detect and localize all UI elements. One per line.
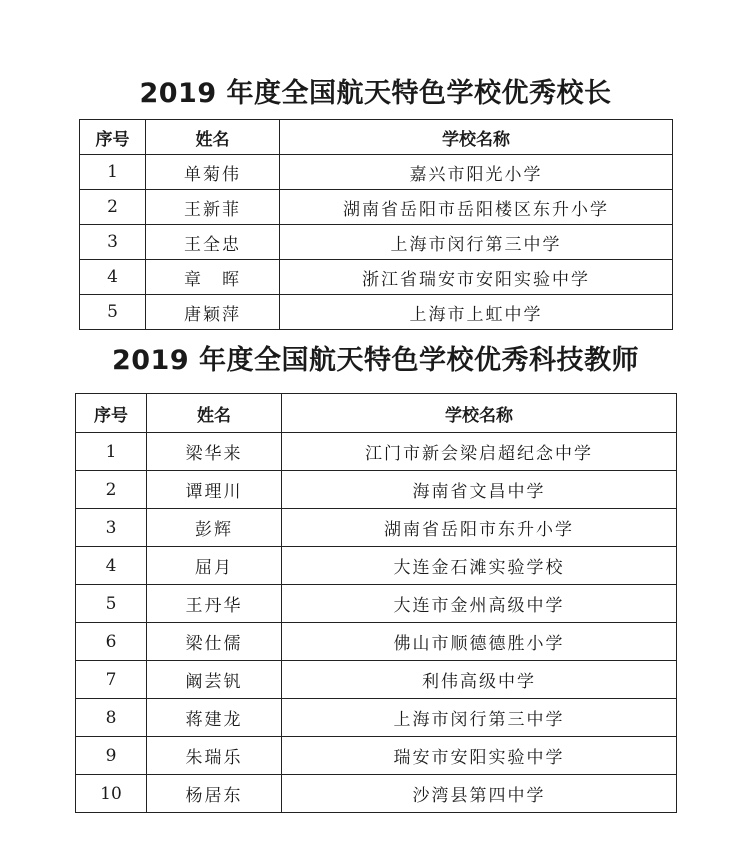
header-seq: 序号 [76,394,147,433]
table-row [80,295,673,330]
table-row [80,225,673,260]
table-row [76,699,677,737]
cell-name: 蒋建龙 [147,699,282,737]
cell-school: 瑞安市安阳实验中学 [282,737,677,775]
principals-table [79,119,673,330]
cell-seq: 1 [76,433,147,471]
cell-name: 梁华来 [147,433,282,471]
cell-name: 单菊伟 [146,155,280,190]
table-row [76,585,677,623]
table-row [80,190,673,225]
cell-school: 上海市闵行第三中学 [282,699,677,737]
cell-school: 海南省文昌中学 [282,471,677,509]
table-row [80,155,673,190]
table-row [80,260,673,295]
cell-school: 上海市闵行第三中学 [280,225,673,260]
cell-name: 阚芸钒 [147,661,282,699]
cell-school: 湖南省岳阳市岳阳楼区东升小学 [280,190,673,225]
cell-seq: 4 [76,547,147,585]
table-header-row [76,394,677,433]
cell-seq: 10 [76,775,147,813]
cell-seq: 2 [80,190,146,225]
cell-seq: 3 [80,225,146,260]
cell-name: 王全忠 [146,225,280,260]
cell-school: 嘉兴市阳光小学 [280,155,673,190]
cell-name: 屈月 [147,547,282,585]
header-name: 姓名 [146,120,280,155]
teachers-title: 2019 年度全国航天特色学校优秀科技教师 [111,345,640,376]
cell-school: 大连市金州高级中学 [282,585,677,623]
cell-seq: 3 [76,509,147,547]
cell-school: 佛山市顺德德胜小学 [282,623,677,661]
table-row [76,471,677,509]
cell-name: 章 晖 [146,260,280,295]
cell-name: 彭辉 [147,509,282,547]
principals-title: 2019 年度全国航天特色学校优秀校长 [139,78,612,109]
cell-seq: 5 [80,295,146,330]
cell-seq: 2 [76,471,147,509]
cell-seq: 4 [80,260,146,295]
table-row [76,737,677,775]
cell-seq: 6 [76,623,147,661]
header-seq: 序号 [80,120,146,155]
table-row [76,433,677,471]
cell-school: 湖南省岳阳市东升小学 [282,509,677,547]
cell-school: 沙湾县第四中学 [282,775,677,813]
cell-school: 利伟高级中学 [282,661,677,699]
table-row [76,775,677,813]
table-row [76,623,677,661]
header-school: 学校名称 [280,120,673,155]
header-name: 姓名 [147,394,282,433]
cell-school: 大连金石滩实验学校 [282,547,677,585]
table-row [76,509,677,547]
cell-name: 王新菲 [146,190,280,225]
cell-seq: 1 [80,155,146,190]
cell-name: 朱瑞乐 [147,737,282,775]
cell-name: 王丹华 [147,585,282,623]
cell-seq: 9 [76,737,147,775]
cell-name: 唐颖萍 [146,295,280,330]
cell-name: 梁仕儒 [147,623,282,661]
cell-seq: 7 [76,661,147,699]
cell-name: 杨居东 [147,775,282,813]
table-row [76,661,677,699]
cell-school: 上海市上虹中学 [280,295,673,330]
cell-seq: 5 [76,585,147,623]
cell-name: 谭理川 [147,471,282,509]
cell-school: 江门市新会梁启超纪念中学 [282,433,677,471]
table-row [76,547,677,585]
cell-seq: 8 [76,699,147,737]
table-header-row [80,120,673,155]
header-school: 学校名称 [282,394,677,433]
teachers-table [75,393,677,813]
cell-school: 浙江省瑞安市安阳实验中学 [280,260,673,295]
